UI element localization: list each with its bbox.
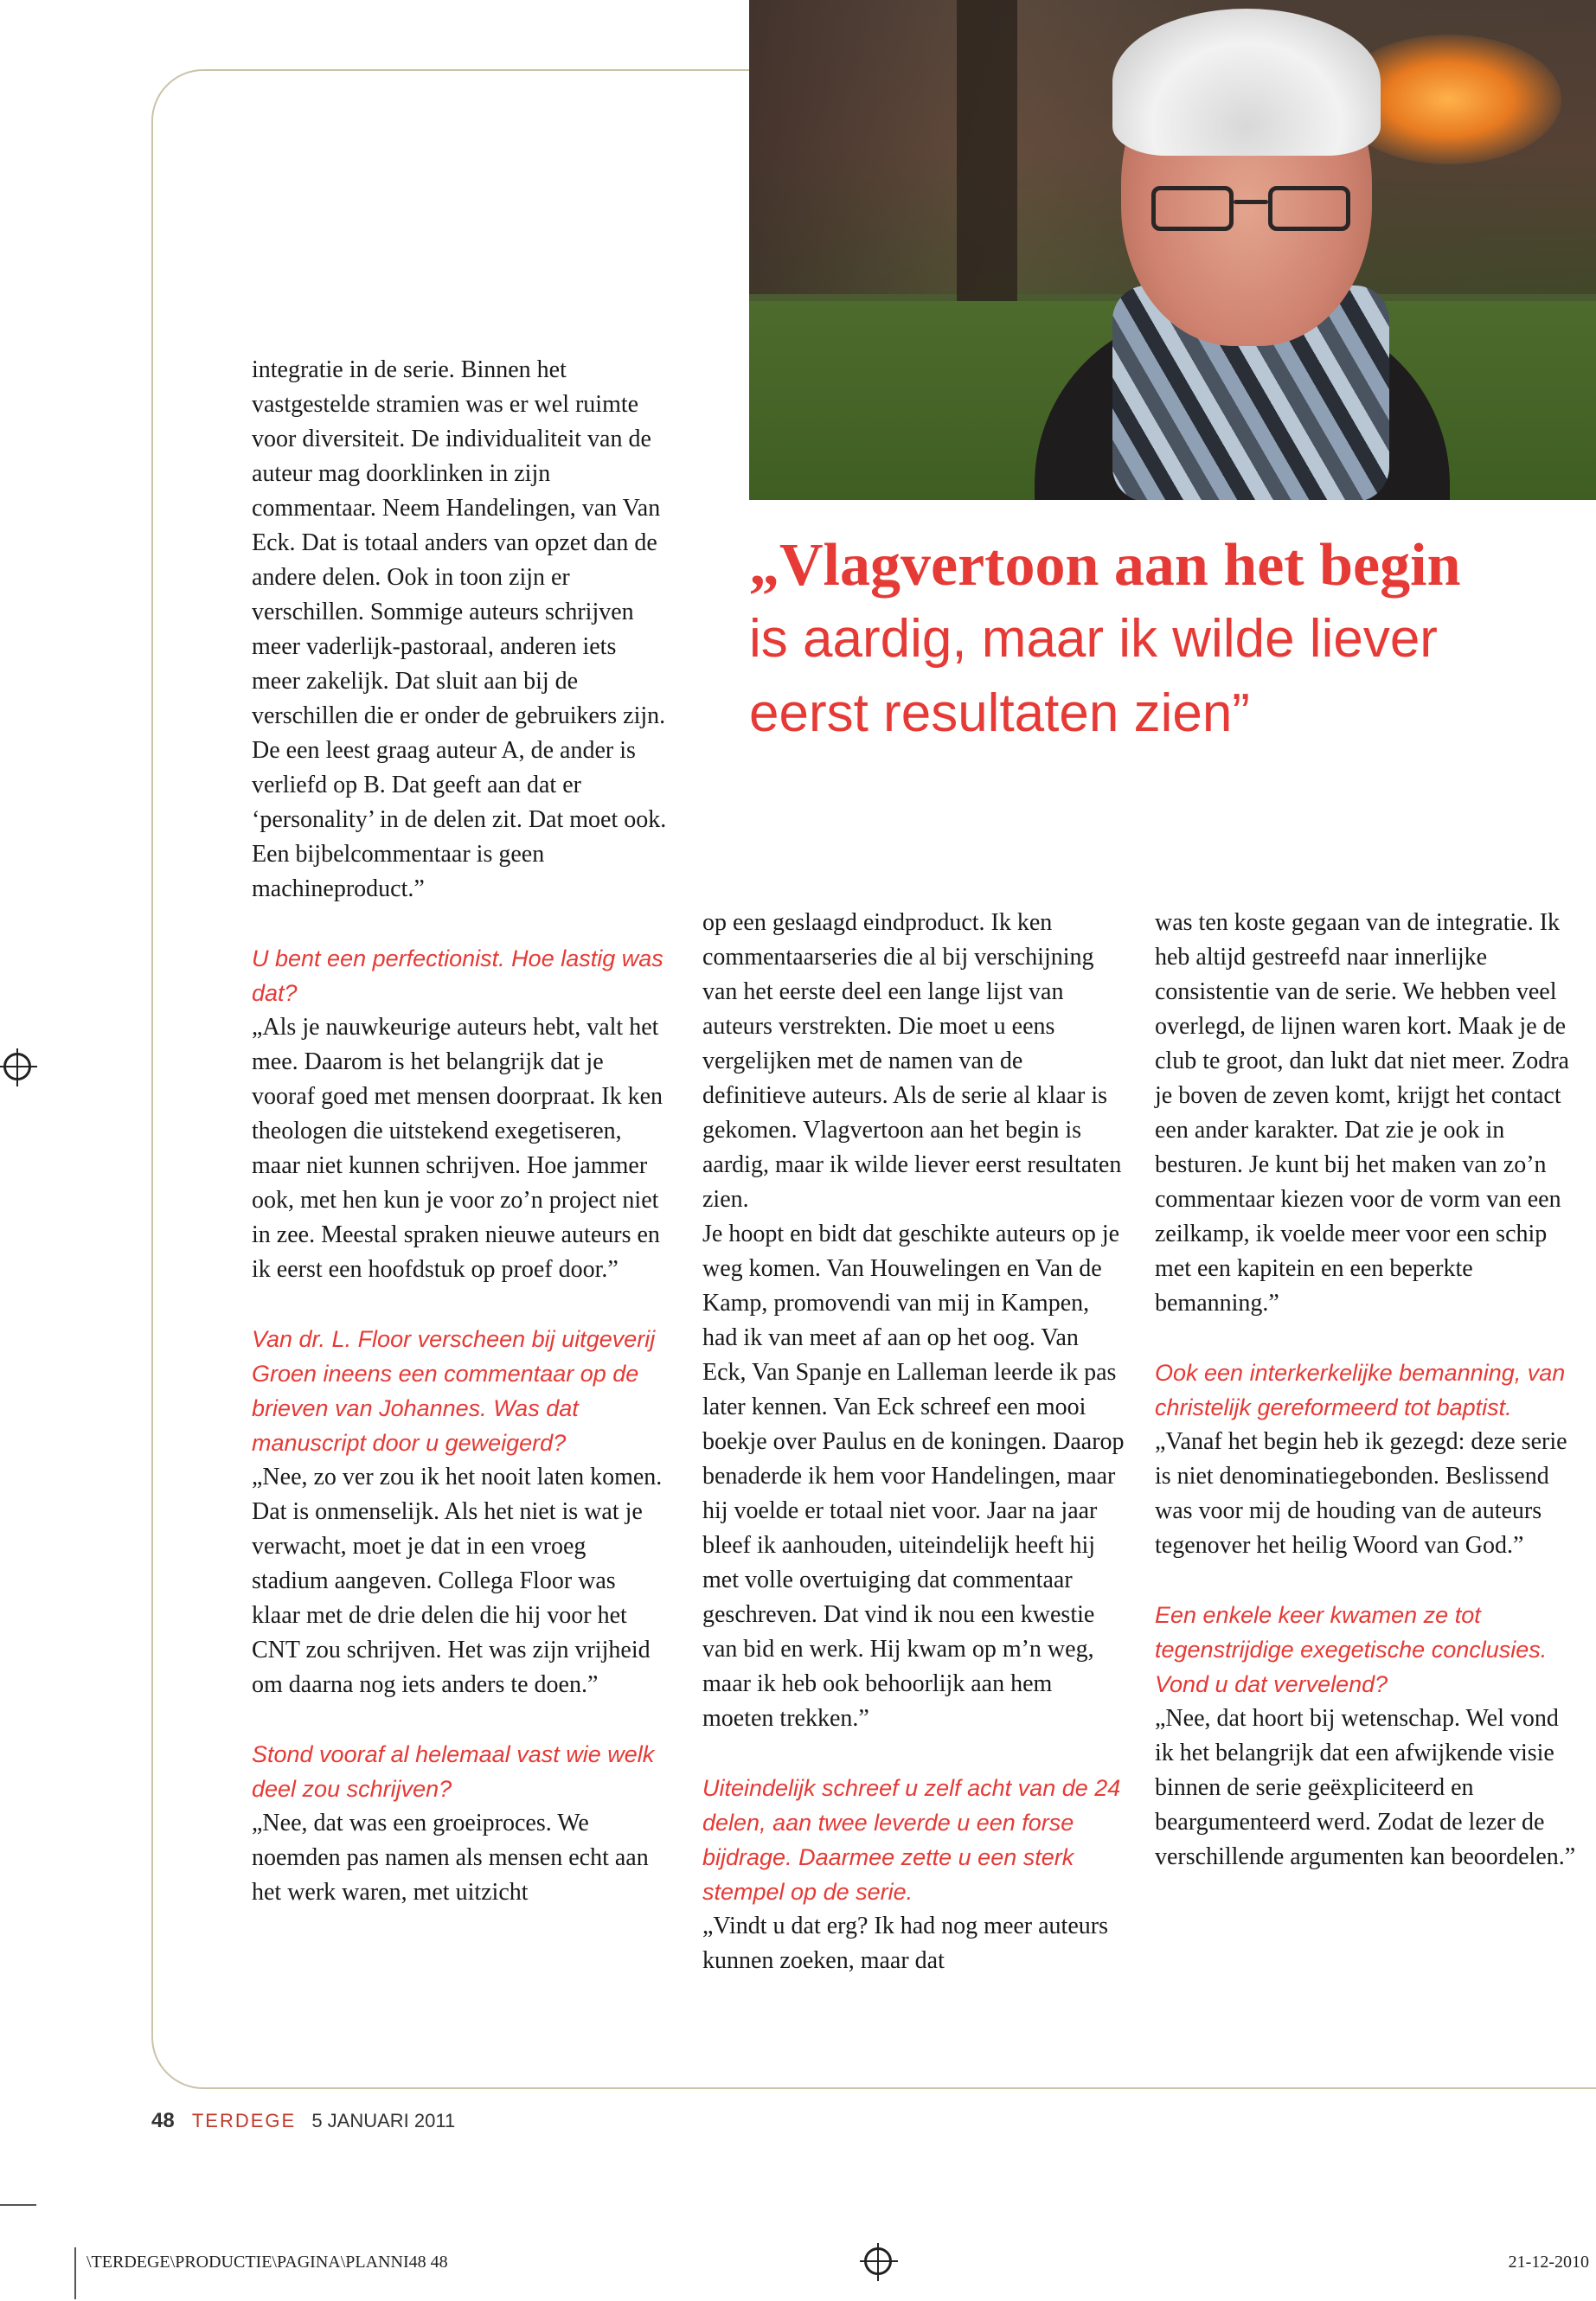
registration-mark-icon [3,1053,31,1080]
crop-mark [74,2247,76,2299]
pull-quote-line-1: „Vlagvertoon aan het begin [749,532,1461,599]
page-number: 48 [151,2109,175,2132]
interview-question: Stond vooraf al helemaal vast wie welk deel zou schrijven? [252,1741,655,1802]
issue-date: 5 JANUARI 2011 [311,2110,456,2131]
paragraph: „Als je nauwkeurige auteurs hebt, valt het mee. Daarom is het belangrijk dat je vooraf goed met mensen doorpraat. Ik ken theologen die uitstekend exegetiseren, maar niet kunnen schrijven. Hoe jammer ook, met hen kun je voor zo’n project niet in zee. Meestal spraken nieuwe auteurs en ik eerst een hoofdstuk op proef door.” [252,1014,663,1283]
registration-mark-icon [864,2247,892,2275]
article-column-3 [1155,906,1579,1875]
article-column-2 [702,906,1126,1978]
paragraph: „Vindt u dat erg? Ik had nog meer auteurs kunnen zoeken, maar dat [702,1913,1108,1974]
magazine-name: TERDEGE [191,2110,297,2131]
paragraph: integratie in de serie. Binnen het vastgestelde stramien was er wel ruimte voor diversiteit. De individualiteit van de auteur mag doorklinken in zijn commentaar. Neem Handelingen, van Van Eck. Dat is totaal anders van opzet dan de andere delen. Ook in toon zijn er verschillen. Sommige auteurs schrijven meer vaderlijk-pastoraal, anderen iets meer zakelijk. Dat sluit aan bij de verschillen die er onder de gebruikers zijn. De een leest graag auteur A, de ander is verliefd op B. Dat geeft aan dat er ‘personality’ in de delen zit. Dat moet ook. Een bijbelcommentaar is geen machineproduct.” [252,356,667,902]
photo-hair [1112,9,1381,156]
print-slug-date: 21-12-2010 [1508,2253,1589,2272]
portrait-photo [749,0,1596,500]
article-column-1 [252,353,667,1910]
print-slug-path: \TERDEGE\PRODUCTIE\PAGINA\PLANNI48 48 [87,2253,448,2272]
pull-quote [749,529,1596,751]
interview-question: Uiteindelijk schreef u zelf acht van de 24 delen, aan twee leverde u een forse bijdrage. Daarmee zette u een sterk stempel op de serie. [702,1775,1121,1905]
interview-question: U bent een perfectionist. Hoe lastig was dat? [252,945,663,1006]
pull-quote-line-2: is aardig, maar ik wilde liever [749,609,1438,669]
interview-question: Een enkele keer kwamen ze tot tegenstrijdige exegetische conclusies. Vond u dat vervelend? [1155,1602,1548,1697]
pull-quote-line-3: eerst resultaten zien” [749,683,1250,743]
crop-mark [0,2204,36,2206]
paragraph: Je hoopt en bidt dat geschikte auteurs op je weg komen. Van Houwelingen en Van de Kamp, promovendi van mij in Kampen, had ik van meet af aan op het oog. Van Eck, Van Spanje en Lalleman leerde ik pas later kennen. Van Eck schreef een mooi boekje over Paulus en de koningen. Daarop benaderde ik hem voor Handelingen, maar hij voelde er totaal niet voor. Jaar na jaar bleef ik aanhouden, uiteindelijk heeft hij met volle overtuiging dat commentaar geschreven. Dat vind ik nou een kwestie van bid en werk. Hij kwam op m’n weg, maar ik heb ook behoorlijk aan hem moeten trekken.” [702,1221,1125,1732]
interview-question: Van dr. L. Floor verscheen bij uitgeverij Groen ineens een commentaar op de brieven van Johannes. Was dat manuscript door u geweigerd? [252,1326,656,1456]
paragraph: „Nee, dat was een groeiproces. We noemden pas namen als mensen echt aan het werk waren, met uitzicht [252,1810,649,1906]
paragraph: was ten koste gegaan van de integratie. Ik heb altijd gestreefd naar innerlijke consistentie van de serie. We hebben veel overlegd, de lijnen waren kort. Maak je de club te groot, dan lukt dat niet meer. Zodra je boven de zeven komt, krijgt het contact een ander karakter. Dat zie je ook in besturen. Je kunt bij het maken van zo’n commentaar kiezen voor de vorm van een zeilkamp, ik voelde meer voor een schip met een kapitein en een beperkte bemanning.” [1155,909,1569,1317]
paragraph: „Nee, dat hoort bij wetenschap. Wel vond ik het belangrijk dat een afwijkende visie binnen de serie geëxpliciteerd en beargumenteerd werd. Zodat de lezer de verschillende argumenten kan beoordelen.” [1155,1705,1576,1870]
paragraph: „Nee, zo ver zou ik het nooit laten komen. Dat is onmenselijk. Als het niet is wat je verwacht, moet je dat in een vroeg stadium aangeven. Collega Floor was klaar met de drie delen die hij voor het CNT zou schrijven. Het was zijn vrijheid om daarna nog iets anders te doen.” [252,1464,663,1698]
photo-glasses [1151,186,1350,238]
paragraph: „Vanaf het begin heb ik gezegd: deze serie is niet denominatiegebonden. Beslissend was voor mij de houding van de auteurs tegenover het heilig Woord van God.” [1155,1428,1567,1559]
interview-question: Ook een interkerkelijke bemanning, van christelijk gereformeerd tot baptist. [1155,1360,1566,1420]
paragraph: op een geslaagd eindproduct. Ik ken commentaarseries die al bij verschijning van het eerste deel een lange lijst van auteurs verstrekten. Die moet u eens vergelijken met de namen van de definitieve auteurs. Als de serie al klaar is gekomen. Vlagvertoon aan het begin is aardig, maar ik wilde liever eerst resultaten zien. [702,909,1122,1213]
page-footer [151,2109,455,2133]
